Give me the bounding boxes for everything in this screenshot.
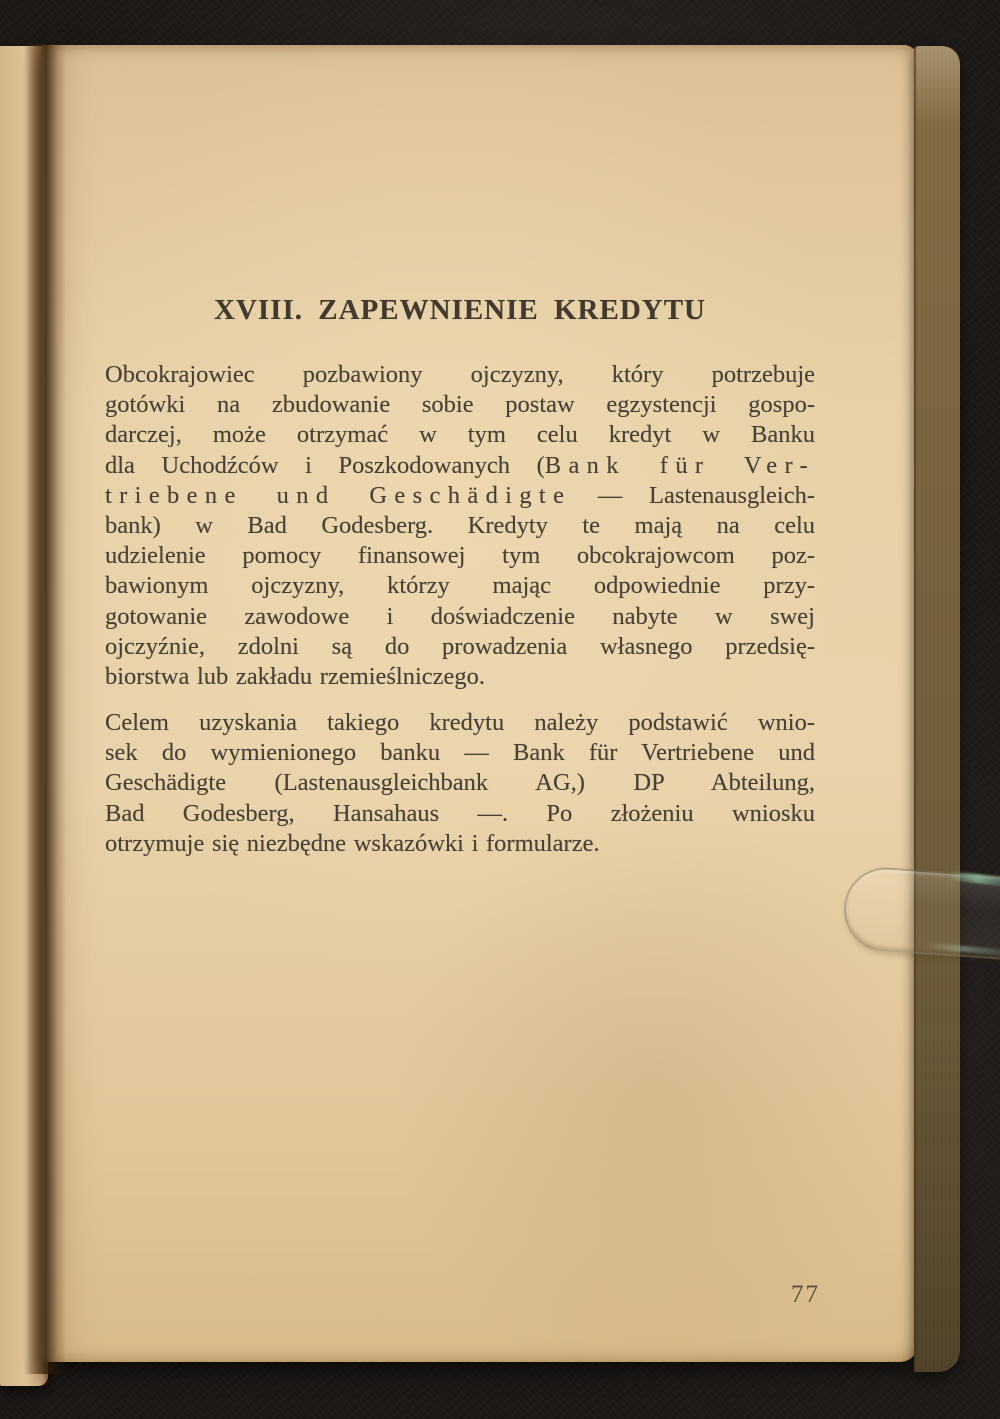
text-segment: Celem uzyskania takiego kredytu należy podstawić wnio- (105, 709, 815, 737)
text-line (105, 602, 815, 632)
text-line (105, 451, 815, 481)
page-content (42, 45, 918, 1362)
text-line (105, 360, 815, 390)
text-line (105, 632, 815, 662)
page-edge-stack (914, 46, 960, 1372)
text-line (105, 768, 815, 798)
book-page (42, 45, 918, 1362)
previous-page-edge (0, 46, 48, 1386)
paragraph (105, 708, 815, 859)
body-text (105, 360, 815, 859)
page-number: 77 (791, 1281, 820, 1308)
text-segment: bank) w Bad Godesberg. Kredyty te mają na celu (105, 511, 815, 539)
text-segment: udzielenie pomocy finansowej tym obcokrajowcom poz- (105, 542, 815, 570)
text-line (105, 571, 815, 601)
text-segment: otrzymuje się niezbędne wskazówki i formularze. (105, 829, 600, 857)
text-line (105, 420, 815, 450)
text-line (105, 662, 815, 692)
text-line (105, 541, 815, 571)
text-segment: gotowanie zawodowe i doświadczenie nabyte w swej (105, 602, 815, 630)
text-line (105, 799, 815, 829)
text-line (105, 511, 815, 541)
text-segment: gotówki na zbudowanie sobie postaw egzystencji gospo- (105, 391, 815, 419)
text-segment: Obcokrajowiec pozbawiony ojczyzny, który potrzebuje (105, 361, 815, 388)
text-segment: sek do wymienionego banku — Bank für Vertriebene und (105, 739, 815, 767)
text-line (105, 390, 815, 420)
text-line (105, 829, 815, 859)
text-segment: darczej, może otrzymać w tym celu kredyt w Banku (105, 421, 815, 449)
text-segment: ojczyźnie, zdolni są do prowadzenia własnego przedsię- (105, 632, 815, 660)
text-line (105, 481, 815, 511)
text-segment: bawionym ojczyzny, którzy mając odpowiednie przy- (105, 572, 815, 600)
paragraph (105, 360, 815, 692)
text-segment: triebene und Geschädigte (105, 481, 572, 509)
text-segment: Bad Godesberg, Hansahaus —. Po złożeniu wniosku (105, 799, 815, 827)
text-segment: Bank für Ver- (544, 451, 815, 479)
chapter-heading: XVIII. ZAPEWNIENIE KREDYTU (214, 294, 706, 326)
text-line (105, 708, 815, 738)
text-segment: Geschädigte (Lastenausgleichbank AG,) DP Abteilung, (105, 769, 815, 797)
text-segment: dla Uchodźców i Poszkodowanych ( (105, 451, 545, 479)
text-line (105, 738, 815, 768)
text-segment: biorstwa lub zakładu rzemieślniczego. (105, 662, 486, 690)
text-segment: — Lastenausgleich- (571, 481, 815, 509)
